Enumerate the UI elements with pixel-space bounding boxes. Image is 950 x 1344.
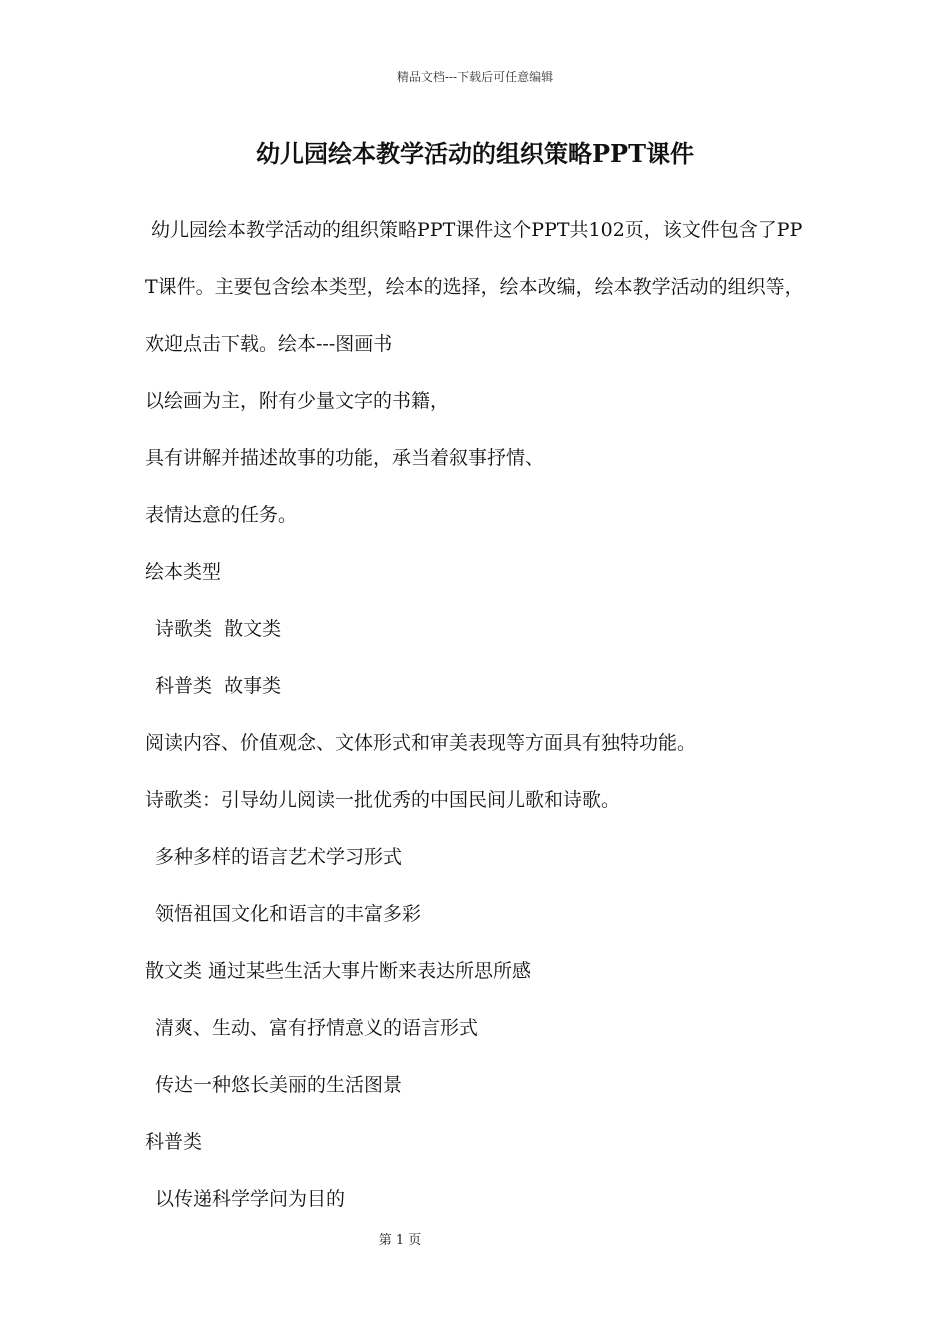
section-heading-science: 科普类 (145, 1131, 203, 1153)
prose-point-2: 传达一种悠长美丽的生活图景 (155, 1074, 403, 1096)
document-body (145, 202, 810, 1228)
paragraph-definition-2: 具有讲解并描述故事的功能，承当着叙事抒情、 (145, 447, 545, 469)
paragraph-poetry: 诗歌类：引导幼儿阅读一批优秀的中国民间儿歌和诗歌。 (145, 789, 621, 811)
document-title: 幼儿园绘本教学活动的组织策略PPT课件 (256, 139, 694, 168)
header-note: 精品文档---下载后可任意编辑 (396, 70, 554, 84)
types-line-1: 诗歌类 散文类 (155, 618, 282, 640)
paragraph-definition-1: 以绘画为主，附有少量文字的书籍， (145, 390, 450, 412)
page-number: 第 1 页 (378, 1233, 422, 1248)
intro-paragraph: 幼儿园绘本教学活动的组织策略PPT课件这个PPT共102页，该文件包含了PPT课件。主要包含绘本类型，绘本的选择，绘本改编，绘本教学活动的组织等，欢迎点击下载。绘本---图画书 (145, 219, 804, 355)
section-heading-types: 绘本类型 (145, 561, 222, 583)
paragraph-functions: 阅读内容、价值观念、文体形式和审美表现等方面具有独特功能。 (145, 732, 697, 754)
paragraph-prose: 散文类 通过某些生活大事片断来表达所思所感 (145, 960, 532, 982)
poetry-point-2: 领悟祖国文化和语言的丰富多彩 (155, 903, 422, 925)
paragraph-definition-3: 表情达意的任务。 (145, 504, 298, 526)
types-line-2: 科普类 故事类 (155, 675, 282, 697)
poetry-point-1: 多种多样的语言艺术学习形式 (155, 846, 403, 868)
science-point-1: 以传递科学学问为目的 (155, 1188, 346, 1210)
prose-point-1: 清爽、生动、富有抒情意义的语言形式 (155, 1017, 479, 1039)
